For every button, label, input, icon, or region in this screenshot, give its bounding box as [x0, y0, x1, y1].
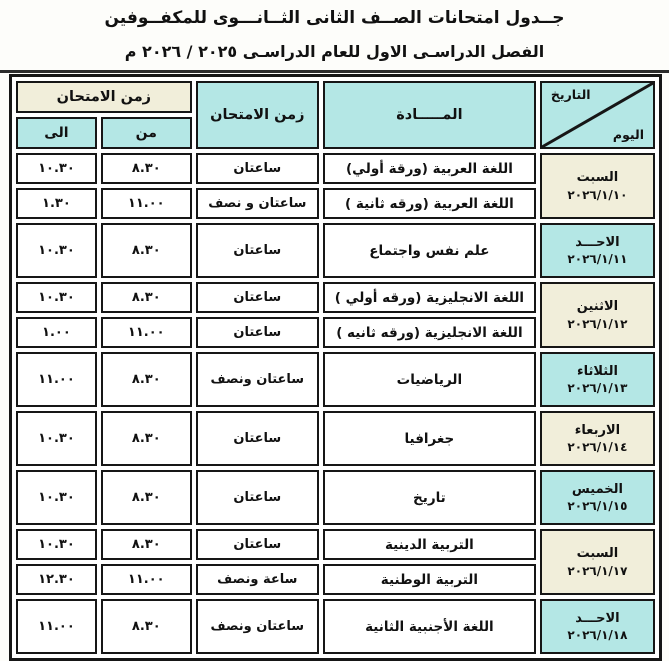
- day-date-cell: [540, 223, 655, 278]
- to-time-cell: ١٠.٣٠: [16, 153, 97, 184]
- table-row: [16, 223, 655, 278]
- day-date: ٢٠٢٦/١/١٠: [567, 187, 628, 202]
- subject-cell: اللغة الانجليزية (ورقه أولي ): [323, 282, 536, 313]
- day-header-label: اليوم: [612, 127, 644, 142]
- duration-cell: ساعتان: [196, 470, 319, 525]
- from-time-cell: ١١.٠٠: [101, 188, 192, 219]
- day-date: ٢٠٢٦/١/١٣: [567, 381, 628, 396]
- duration-header: زمن الامتحان: [196, 81, 319, 149]
- day-date-cell: [540, 153, 655, 219]
- duration-cell: ساعتان: [196, 317, 319, 348]
- subject-cell: التربية الدينية: [323, 529, 536, 560]
- subject-cell: اللغة العربية (ورقه ثانية ): [323, 188, 536, 219]
- subject-cell: اللغة العربية (ورقة أولي): [323, 153, 536, 184]
- duration-cell: ساعتان و نصف: [196, 188, 319, 219]
- from-time-cell: ٨.٣٠: [101, 153, 192, 184]
- from-time-cell: ١١.٠٠: [101, 564, 192, 595]
- duration-cell: ساعتان: [196, 153, 319, 184]
- subject-cell: اللغة الانجليزية (ورقه ثانيه ): [323, 317, 536, 348]
- from-time-cell: ٨.٣٠: [101, 352, 192, 407]
- day-date: ٢٠٢٦/١/١١: [567, 252, 628, 267]
- subject-header: المـــــادة: [323, 81, 536, 149]
- from-time-cell: ٨.٣٠: [101, 470, 192, 525]
- table-row: [16, 282, 655, 313]
- time-group-header: زمن الامتحان: [16, 81, 192, 113]
- exam-schedule-table: [9, 74, 662, 661]
- day-name: السبت: [576, 170, 619, 186]
- day-name: الاثنين: [576, 299, 619, 315]
- to-time-cell: ١.٣٠: [16, 188, 97, 219]
- day-date: ٢٠٢٦/١/١٧: [567, 563, 628, 578]
- subject-cell: الرياضيات: [323, 352, 536, 407]
- subject-cell: تاريخ: [323, 470, 536, 525]
- date-day-header-cell: [540, 81, 655, 149]
- duration-cell: ساعتان: [196, 282, 319, 313]
- duration-cell: ساعة ونصف: [196, 564, 319, 595]
- from-time-cell: ٨.٣٠: [101, 223, 192, 278]
- to-header: الى: [16, 117, 97, 149]
- subject-cell: جغرافيا: [323, 411, 536, 466]
- to-time-cell: ١٠.٣٠: [16, 529, 97, 560]
- duration-cell: ساعتان ونصف: [196, 352, 319, 407]
- day-date: ٢٠٢٦/١/١٤: [567, 440, 628, 455]
- table-row: [16, 352, 655, 407]
- subject-cell: التربية الوطنية: [323, 564, 536, 595]
- to-time-cell: ١.٠٠: [16, 317, 97, 348]
- from-time-cell: ٨.٣٠: [101, 282, 192, 313]
- table-row: [16, 411, 655, 466]
- to-time-cell: ١٠.٣٠: [16, 282, 97, 313]
- day-date-cell: [540, 352, 655, 407]
- day-name: الخميس: [571, 481, 623, 497]
- top-divider: [0, 70, 669, 73]
- day-date-cell: [540, 599, 655, 654]
- day-date: ٢٠٢٦/١/١٥: [567, 499, 628, 514]
- day-date-cell: [540, 411, 655, 466]
- day-name: الثلاثاء: [576, 363, 618, 379]
- page-titles: [0, 0, 669, 61]
- day-name: السبت: [576, 546, 619, 562]
- table-row: [16, 153, 655, 184]
- day-date: ٢٠٢٦/١/١٢: [567, 316, 628, 331]
- from-header: من: [101, 117, 192, 149]
- day-name: الاحـــد: [575, 234, 620, 250]
- day-date-cell: [540, 529, 655, 595]
- from-time-cell: ٨.٣٠: [101, 529, 192, 560]
- to-time-cell: ١١.٠٠: [16, 352, 97, 407]
- subject-cell: علم نفس واجتماع: [323, 223, 536, 278]
- duration-cell: ساعتان: [196, 411, 319, 466]
- day-date-cell: [540, 282, 655, 348]
- to-time-cell: ١٢.٣٠: [16, 564, 97, 595]
- schedule-subtitle: الفصل الدراسـى الاول للعام الدراسـى ٢٠٢٥ / ٢٠٢٦ م: [124, 42, 545, 61]
- to-time-cell: ١١.٠٠: [16, 599, 97, 654]
- duration-cell: ساعتان: [196, 529, 319, 560]
- day-name: الاحـــد: [575, 610, 620, 626]
- subject-cell: اللغة الأجنبية الثانية: [323, 599, 536, 654]
- from-time-cell: ٨.٣٠: [101, 599, 192, 654]
- date-header-label: التاريخ: [550, 87, 591, 102]
- from-time-cell: ١١.٠٠: [101, 317, 192, 348]
- table-row: [16, 470, 655, 525]
- duration-cell: ساعتان: [196, 223, 319, 278]
- table-row: [16, 529, 655, 560]
- to-time-cell: ١٠.٣٠: [16, 470, 97, 525]
- day-date-cell: [540, 470, 655, 525]
- from-time-cell: ٨.٣٠: [101, 411, 192, 466]
- to-time-cell: ١٠.٣٠: [16, 223, 97, 278]
- schedule-title: جــدول امتحانات الصــف الثانى الثــانـــوى للمكفــوفين: [104, 8, 565, 28]
- schedule-body: [16, 153, 655, 654]
- table-row: [16, 599, 655, 654]
- duration-cell: ساعتان ونصف: [196, 599, 319, 654]
- to-time-cell: ١٠.٣٠: [16, 411, 97, 466]
- day-name: الاربعاء: [574, 422, 621, 438]
- day-date: ٢٠٢٦/١/١٨: [567, 628, 628, 643]
